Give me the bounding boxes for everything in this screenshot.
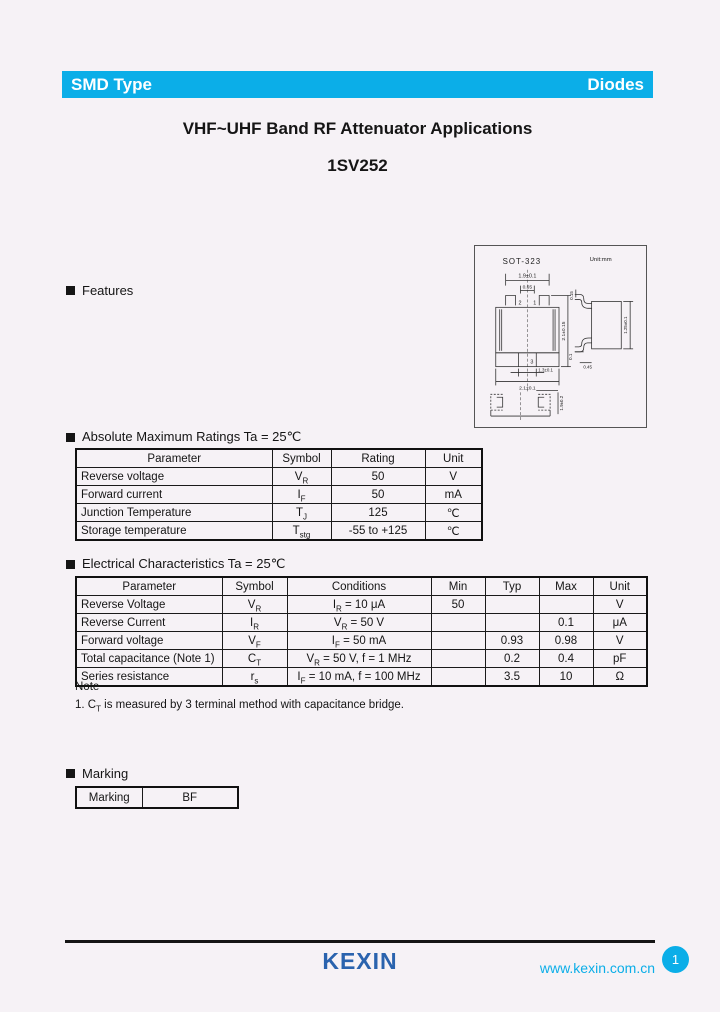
col-header-rating: Rating xyxy=(331,449,425,468)
cell-unit: V xyxy=(593,632,647,650)
cell-min: 50 xyxy=(431,596,485,614)
pin-3-label: 3 xyxy=(530,359,534,366)
header-left-label: SMD Type xyxy=(71,74,152,94)
cell-parameter: Forward current xyxy=(76,486,272,504)
dim-label: 1.9±0.1 xyxy=(518,273,537,280)
cell-max xyxy=(539,596,593,614)
section-features xyxy=(66,283,133,298)
cell-parameter: Junction Temperature xyxy=(76,504,272,522)
dim-label: 1.3±0.1 xyxy=(538,367,554,373)
table-row xyxy=(76,596,647,614)
dim-label: 2.1±0.1 xyxy=(519,386,536,392)
cell-parameter: Series resistance xyxy=(76,668,222,687)
col-header-unit: Unit xyxy=(593,577,647,596)
col-header-unit: Unit xyxy=(425,449,482,468)
cell-typ xyxy=(485,614,539,632)
cell-parameter: Reverse Voltage xyxy=(76,596,222,614)
cell-conditions: $I_R = 10$ μA xyxy=(287,596,431,614)
website-link[interactable]: www.kexin.com.cn xyxy=(539,960,655,976)
cell-min xyxy=(431,632,485,650)
package-drawing-svg xyxy=(475,246,644,425)
cell-parameter: Storage temperature xyxy=(76,522,272,541)
table-header-row xyxy=(76,577,647,596)
section-abs-max-ratings xyxy=(66,429,301,445)
kexin-logo: KEXIN xyxy=(322,948,398,974)
cell-rating: 50 xyxy=(331,468,425,486)
dim-label: 1.9±0.2 xyxy=(558,395,564,411)
table-header-row xyxy=(76,449,482,468)
cell-symbol: $r_s$ xyxy=(222,668,287,687)
cell-parameter: Total capacitance (Note 1) xyxy=(76,650,222,668)
section-bullet-icon xyxy=(66,433,75,442)
cell-conditions: $V_R = 50$ V xyxy=(287,614,431,632)
note-label: Note xyxy=(75,681,100,693)
cell-unit: mA xyxy=(425,486,482,504)
dim-label: 0.45 xyxy=(583,364,592,370)
cell-unit: V xyxy=(593,596,647,614)
section-marking-label: Marking xyxy=(82,766,129,781)
section-marking xyxy=(66,766,128,781)
cell-max: 0.1 xyxy=(539,614,593,632)
cell-unit: V xyxy=(425,468,482,486)
page-title: VHF~UHF Band RF Attenuator Applications xyxy=(182,119,533,138)
col-header-symbol: Symbol xyxy=(222,577,287,596)
cell-typ: 3.5 xyxy=(485,668,539,687)
cell-conditions: $V_R = 50$ V, f = 1 MHz xyxy=(287,650,431,668)
cell-rating: 125 xyxy=(331,504,425,522)
col-header-parameter: Parameter xyxy=(76,577,222,596)
col-header-parameter: Parameter xyxy=(76,449,272,468)
cell-min xyxy=(431,650,485,668)
cell-max: 10 xyxy=(539,668,593,687)
cell-symbol: $C_T$ xyxy=(222,650,287,668)
cell-symbol: $I_R$ xyxy=(222,614,287,632)
pin-2-label: 2 xyxy=(518,300,522,307)
table-row xyxy=(76,668,647,687)
cell-parameter: Reverse Current xyxy=(76,614,222,632)
cell-conditions: $I_F = 10$ mA, f = 100 MHz xyxy=(287,668,431,687)
section-bullet-icon xyxy=(66,769,75,778)
cell-typ: 0.93 xyxy=(485,632,539,650)
table-row xyxy=(76,486,482,504)
cell-typ xyxy=(485,596,539,614)
cell-unit: ℃ xyxy=(425,504,482,522)
page-number-badge: 1 xyxy=(662,946,689,973)
package-name-label: SOT-323 xyxy=(502,256,542,266)
dim-label: 0.15 xyxy=(568,291,574,300)
cell-symbol: $V_R$ xyxy=(272,468,331,486)
section-bullet-icon xyxy=(66,560,75,569)
part-number: 1SV252 xyxy=(327,156,388,175)
dim-label: 0.1 xyxy=(567,353,573,360)
section-electrical-characteristics xyxy=(66,556,285,572)
section-features-label: Features xyxy=(82,283,134,298)
col-header-conditions: Conditions xyxy=(287,577,431,596)
cell-unit: ℃ xyxy=(425,522,482,541)
col-header-symbol: Symbol xyxy=(272,449,331,468)
cell-max: 0.98 xyxy=(539,632,593,650)
col-header-typ: Typ xyxy=(485,577,539,596)
table-row xyxy=(76,632,647,650)
table-row xyxy=(76,650,647,668)
cell-symbol: $V_R$ xyxy=(222,596,287,614)
table-row xyxy=(76,787,238,808)
section-abs-max-label: Absolute Maximum Ratings Ta = 25℃ xyxy=(82,429,302,444)
cell-parameter: Forward voltage xyxy=(76,632,222,650)
cell-symbol: $V_F$ xyxy=(222,632,287,650)
pin-1-label: 1 xyxy=(533,300,537,307)
cell-rating: -55 to +125 xyxy=(331,522,425,541)
cell-unit: Ω xyxy=(593,668,647,687)
cell-max: 0.4 xyxy=(539,650,593,668)
cell-conditions: $I_F = 50$ mA xyxy=(287,632,431,650)
marking-value-cell: BF xyxy=(142,787,238,808)
package-outline-drawing xyxy=(474,245,647,428)
cell-unit: μA xyxy=(593,614,647,632)
dim-label: 0.65 xyxy=(522,285,533,291)
cell-min xyxy=(431,668,485,687)
abs-max-ratings-table xyxy=(75,448,483,541)
cell-unit: pF xyxy=(593,650,647,668)
cell-parameter: Reverse voltage xyxy=(76,468,272,486)
cell-symbol: $T_{stg}$ xyxy=(272,522,331,541)
table-row xyxy=(76,468,482,486)
cell-min xyxy=(431,614,485,632)
section-electrical-label: Electrical Characteristics Ta = 25℃ xyxy=(82,556,286,571)
header-bar xyxy=(62,71,653,98)
marking-label-cell: Marking xyxy=(76,787,142,808)
col-header-max: Max xyxy=(539,577,593,596)
marking-table xyxy=(75,786,239,809)
cell-symbol: $T_J$ xyxy=(272,504,331,522)
electrical-characteristics-table xyxy=(75,576,648,687)
section-bullet-icon xyxy=(66,286,75,295)
col-header-min: Min xyxy=(431,577,485,596)
note-item: 1. $C_T$ is measured by 3 terminal method with capacitance bridge. xyxy=(75,699,404,714)
header-right-label: Diodes xyxy=(587,74,644,94)
table-row xyxy=(76,522,482,541)
package-unit-label: Unit:mm xyxy=(589,256,612,263)
cell-typ: 0.2 xyxy=(485,650,539,668)
cell-symbol: $I_F$ xyxy=(272,486,331,504)
table-row xyxy=(76,614,647,632)
table-row xyxy=(76,504,482,522)
dim-label: 1.25±0.1 xyxy=(623,316,629,334)
dim-label: 2.1±0.15 xyxy=(561,321,567,341)
footer-divider xyxy=(65,940,655,943)
cell-rating: 50 xyxy=(331,486,425,504)
